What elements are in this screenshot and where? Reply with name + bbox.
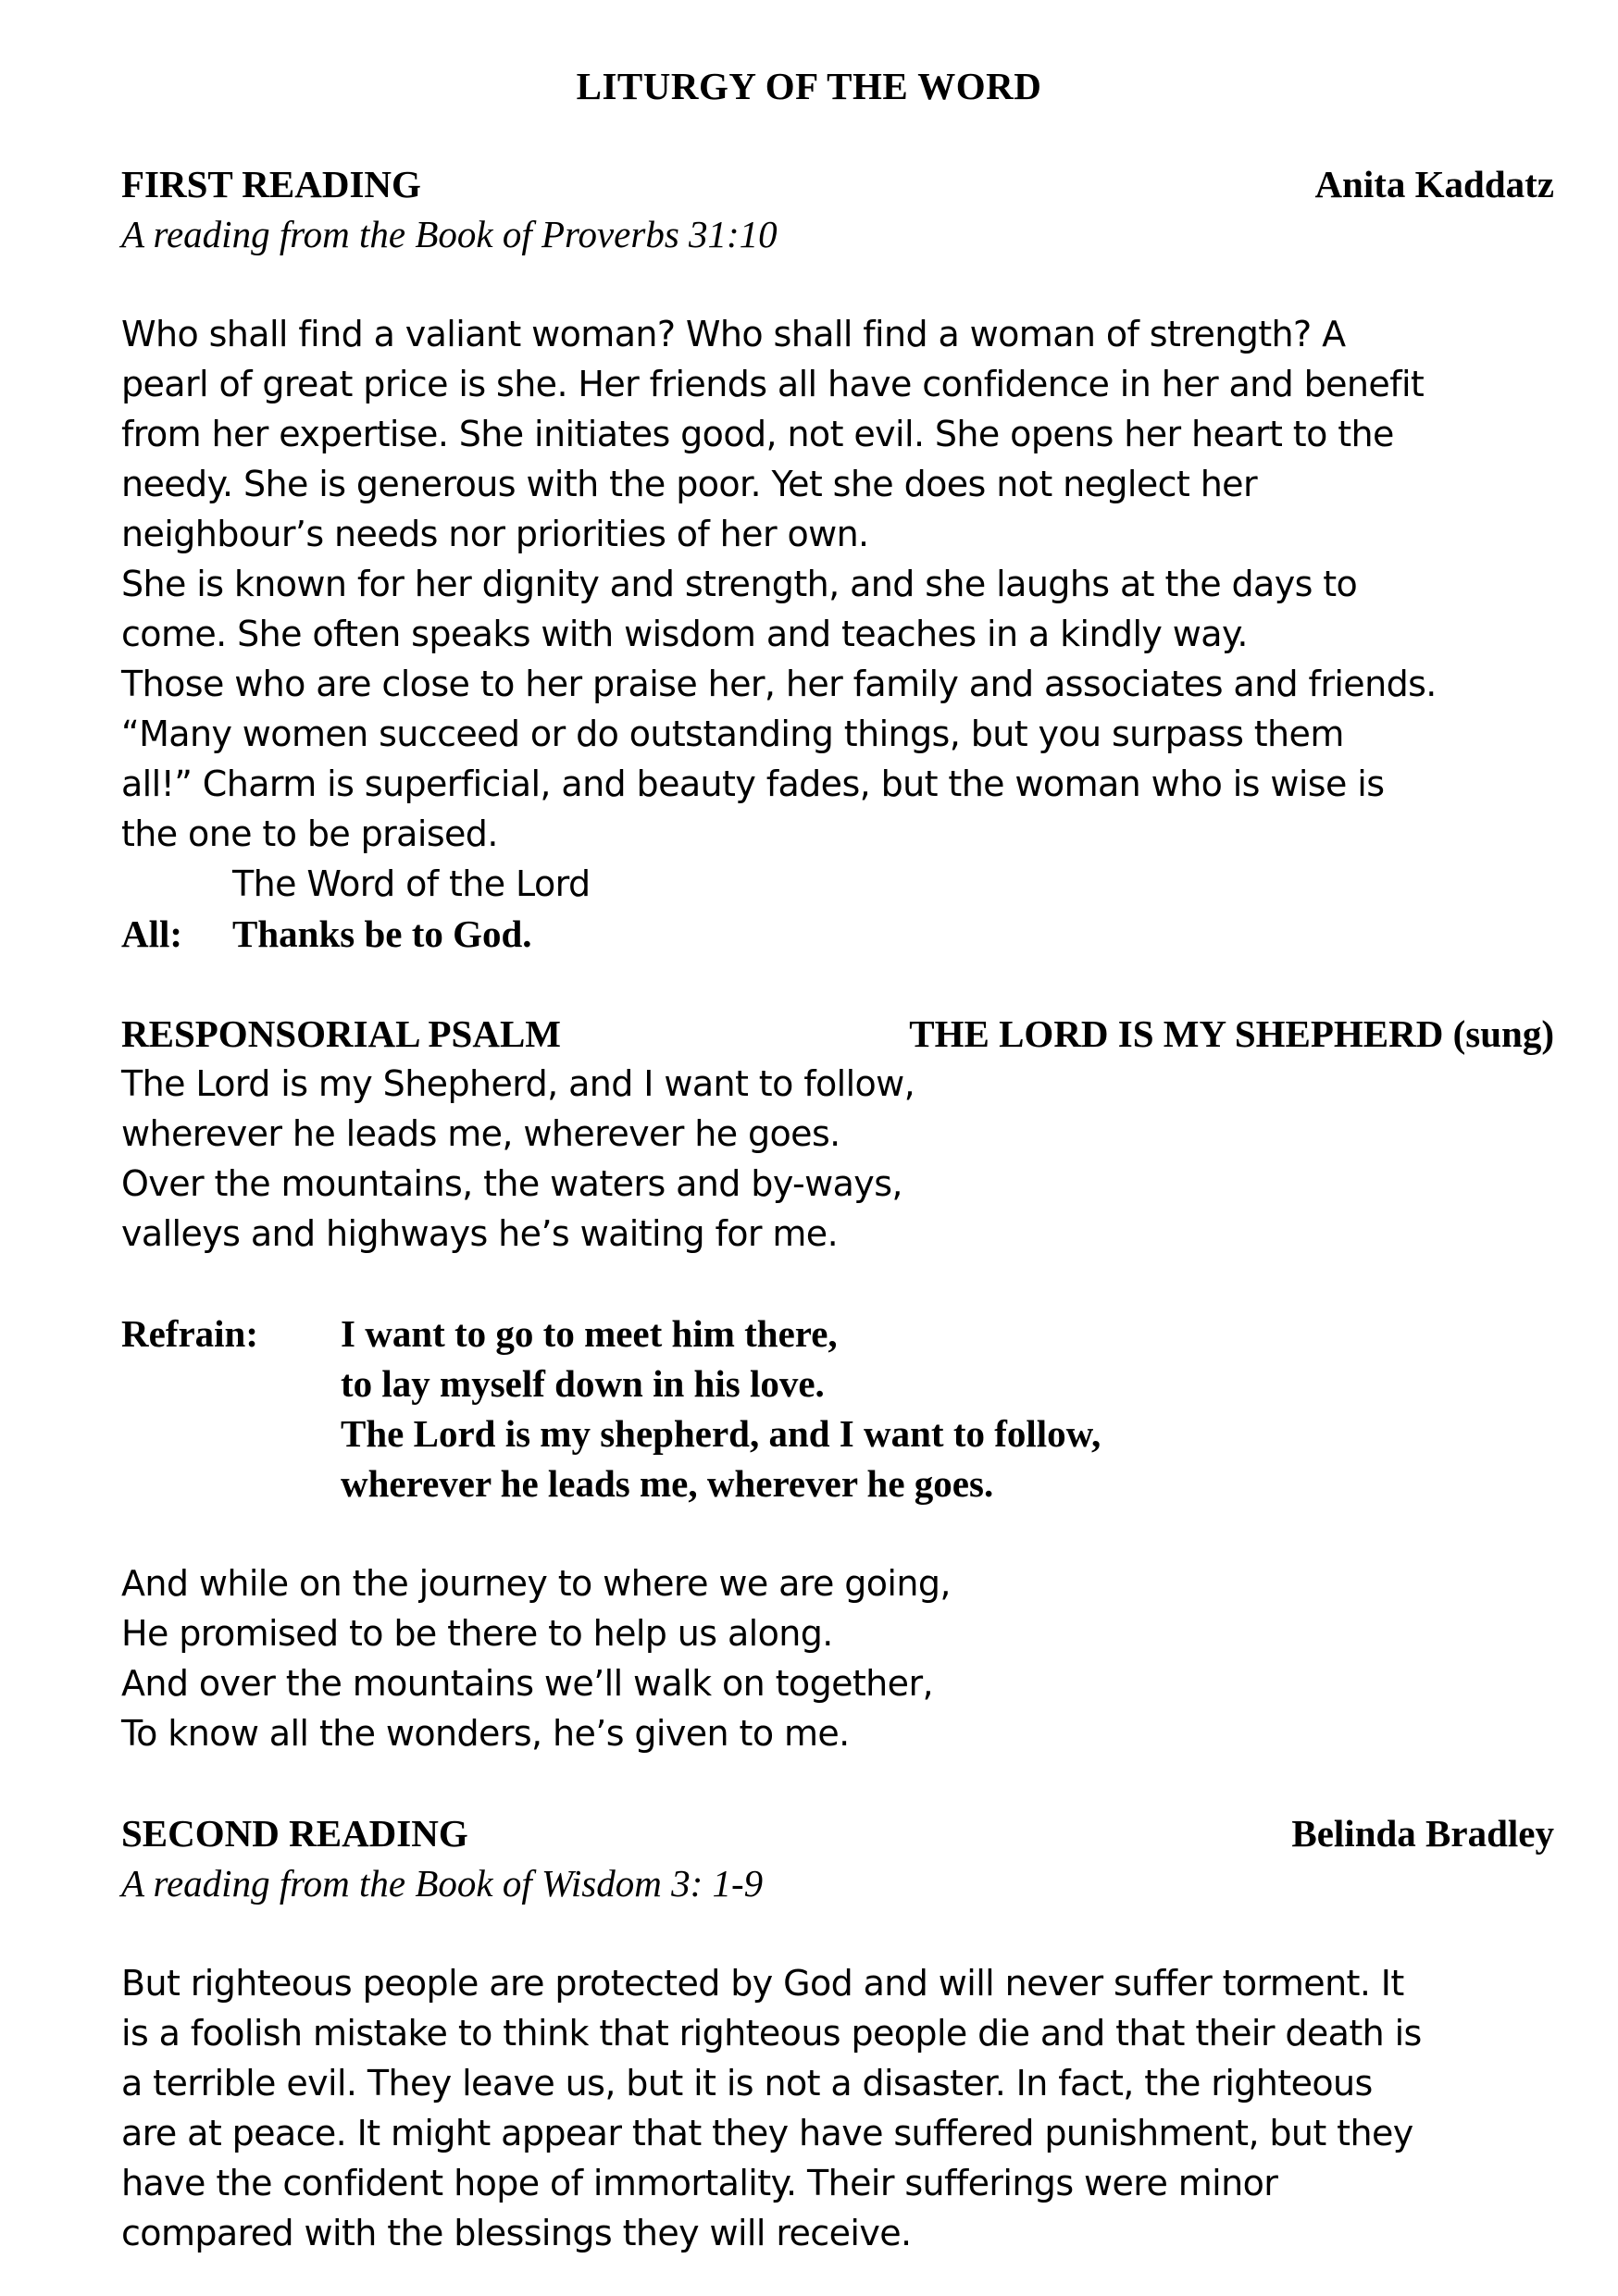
text-line: the one to be praised.	[121, 813, 498, 854]
first-reading-heading-row	[121, 159, 1554, 209]
page-title: LITURGY OF THE WORD	[576, 65, 1042, 107]
verse-line: Over the mountains, the waters and by-ways,	[121, 1163, 902, 1204]
response-row	[121, 909, 532, 959]
text-line: Who shall find a valiant woman? Who shall find a woman of strength? A	[121, 314, 1346, 354]
second-reading-reader: Belinda Bradley	[1291, 1812, 1554, 1855]
text-line: But righteous people are protected by God and will never suffer torment. It	[121, 1963, 1404, 2004]
first-reading-text	[121, 309, 1565, 909]
text-line: all!” Charm is superficial, and beauty fades, but the woman who is wise is	[121, 763, 1385, 804]
refrain-line: wherever he leads me, wherever he goes.	[341, 1462, 994, 1505]
first-reading-reader: Anita Kaddatz	[1314, 163, 1554, 205]
refrain-line: I want to go to meet him there,	[341, 1312, 838, 1355]
verse-line: To know all the wonders, he’s given to me.	[121, 1713, 850, 1754]
text-line: She is known for her dignity and strength, and she laughs at the days to	[121, 564, 1358, 604]
psalm-heading: RESPONSORIAL PSALM	[121, 1012, 562, 1055]
psalm-verse-1	[121, 1059, 1565, 1259]
verse-line: wherever he leads me, wherever he goes.	[121, 1113, 840, 1154]
text-line: needy. She is generous with the poor. Yet she does not neglect her	[121, 464, 1257, 504]
refrain-label: Refrain:	[121, 1312, 259, 1355]
response-label: All:	[121, 912, 183, 955]
second-reading-source: A reading from the Book of Wisdom 3: 1-9	[121, 1862, 764, 1905]
psalm-verse-2	[121, 1558, 1565, 1758]
closing-line: The Word of the Lord	[232, 863, 591, 904]
refrain-line: to lay myself down in his love.	[341, 1362, 825, 1405]
text-line: from her expertise. She initiates good, not evil. She opens her heart to the	[121, 414, 1394, 454]
refrain-line: The Lord is my shepherd, and I want to follow,	[341, 1412, 1101, 1455]
verse-line: He promised to be there to help us along.	[121, 1613, 833, 1654]
text-line: compared with the blessings they will receive.	[121, 2213, 912, 2253]
text-line: neighbour’s needs nor priorities of her own.	[121, 514, 869, 554]
first-reading-source: A reading from the Book of Proverbs 31:10	[121, 213, 778, 255]
response-text: Thanks be to God.	[232, 912, 532, 955]
text-line: have the confident hope of immortality. Their sufferings were minor	[121, 2163, 1278, 2203]
text-line: Those who are close to her praise her, her family and associates and friends.	[121, 664, 1437, 704]
text-line: “Many women succeed or do outstanding things, but you surpass them	[121, 714, 1344, 754]
psalm-heading-row	[121, 1009, 1554, 1059]
text-line: are at peace. It might appear that they have suffered punishment, but they	[121, 2113, 1413, 2153]
second-reading-heading: SECOND READING	[121, 1812, 468, 1855]
verse-line: valleys and highways he’s waiting for me.	[121, 1213, 839, 1254]
psalm-title: THE LORD IS MY SHEPHERD (sung)	[909, 1012, 1554, 1055]
refrain-block	[121, 1309, 1101, 1508]
second-reading-text	[121, 1958, 1565, 2258]
refrain-lines	[341, 1309, 1101, 1508]
first-reading-heading: FIRST READING	[121, 163, 421, 205]
verse-line: The Lord is my Shepherd, and I want to follow,	[121, 1063, 915, 1104]
second-reading-heading-row	[121, 1808, 1554, 1858]
verse-line: And while on the journey to where we are going,	[121, 1563, 951, 1604]
text-line: a terrible evil. They leave us, but it is not a disaster. In fact, the righteous	[121, 2063, 1373, 2104]
text-line: is a foolish mistake to think that righteous people die and that their death is	[121, 2013, 1422, 2054]
verse-line: And over the mountains we’ll walk on together,	[121, 1663, 933, 1704]
text-line: pearl of great price is she. Her friends all have confidence in her and benefit	[121, 364, 1425, 404]
text-line: come. She often speaks with wisdom and teaches in a kindly way.	[121, 614, 1248, 654]
